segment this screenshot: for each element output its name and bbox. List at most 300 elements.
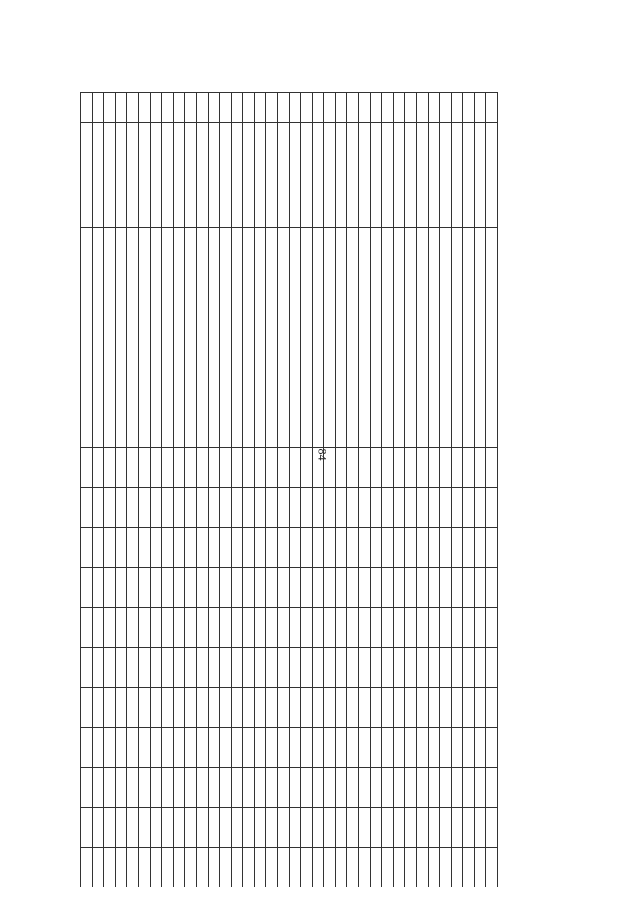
value-cell: [185, 488, 197, 528]
value-cell: [173, 768, 185, 808]
description-cell: [359, 228, 371, 448]
value-cell: [127, 448, 139, 488]
value-cell: [127, 488, 139, 528]
value-cell: [162, 848, 174, 888]
value-cell: [208, 808, 220, 848]
value-cell: [393, 808, 405, 848]
value-cell: [382, 848, 394, 888]
section-name-cell: [463, 123, 475, 228]
section-name-cell: [220, 123, 232, 228]
value-cell: [81, 688, 93, 728]
value-cell: [370, 608, 382, 648]
value-cell: [486, 688, 498, 728]
table-row: [173, 93, 185, 888]
value-cell: [405, 768, 417, 808]
value-cell: [289, 728, 301, 768]
value-cell: [440, 808, 452, 848]
value-cell: [92, 808, 104, 848]
value-cell: [243, 608, 255, 648]
value-cell: [428, 488, 440, 528]
value-cell: [382, 688, 394, 728]
value-cell: [324, 768, 336, 808]
section-name-cell: [440, 123, 452, 228]
value-cell: [81, 808, 93, 848]
value-cell: [405, 848, 417, 888]
value-cell: [416, 808, 428, 848]
value-cell: [312, 768, 324, 808]
value-cell: [173, 568, 185, 608]
value-cell: [486, 608, 498, 648]
row-number-cell: [428, 93, 440, 123]
value-cell: [231, 528, 243, 568]
value-cell: [104, 488, 116, 528]
value-cell: [115, 728, 127, 768]
value-cell: [463, 648, 475, 688]
value-cell: [127, 648, 139, 688]
section-name-cell: [416, 123, 428, 228]
section-name-cell: [451, 123, 463, 228]
value-cell: [474, 688, 486, 728]
section-name-cell: [370, 123, 382, 228]
table-row: [289, 93, 301, 888]
row-number-cell: [359, 93, 371, 123]
value-cell: [486, 808, 498, 848]
table-row: [312, 93, 324, 888]
description-cell: [474, 228, 486, 448]
value-cell: [173, 528, 185, 568]
value-cell: [382, 568, 394, 608]
value-cell: [266, 488, 278, 528]
value-cell: [428, 528, 440, 568]
row-number-cell: [312, 93, 324, 123]
description-cell: [312, 228, 324, 448]
description-cell: [393, 228, 405, 448]
value-cell: [278, 768, 290, 808]
value-cell: [486, 528, 498, 568]
value-cell: [440, 488, 452, 528]
value-cell: [440, 768, 452, 808]
table-row: [208, 93, 220, 888]
value-cell: [231, 808, 243, 848]
value-cell: [289, 848, 301, 888]
value-cell: [289, 808, 301, 848]
table-row: [393, 93, 405, 888]
value-cell: [92, 488, 104, 528]
value-cell: [463, 768, 475, 808]
value-cell: [127, 528, 139, 568]
value-cell: [150, 688, 162, 728]
table-row: [416, 93, 428, 888]
row-number-cell: [254, 93, 266, 123]
value-cell: [324, 848, 336, 888]
section-name-cell: [301, 123, 313, 228]
value-cell: [173, 488, 185, 528]
value-cell: [370, 528, 382, 568]
value-cell: [289, 688, 301, 728]
description-cell: [92, 228, 104, 448]
row-number-cell: [104, 93, 116, 123]
value-cell: [185, 568, 197, 608]
value-cell: [139, 648, 151, 688]
description-cell: [416, 228, 428, 448]
value-cell: [428, 688, 440, 728]
value-cell: [370, 648, 382, 688]
value-cell: [405, 808, 417, 848]
value-cell: [393, 488, 405, 528]
section-name-cell: [359, 123, 371, 228]
value-cell: [312, 688, 324, 728]
value-cell: [440, 608, 452, 648]
table-row: [220, 93, 232, 888]
value-cell: [416, 528, 428, 568]
value-cell: [254, 848, 266, 888]
value-cell: [162, 448, 174, 488]
value-cell: [278, 648, 290, 688]
table-row: [428, 93, 440, 888]
description-cell: [196, 228, 208, 448]
section-name-cell: [243, 123, 255, 228]
table-row: [463, 93, 475, 888]
value-cell: [474, 488, 486, 528]
value-cell: [347, 808, 359, 848]
value-cell: [266, 768, 278, 808]
value-cell: [208, 528, 220, 568]
value-cell: [185, 768, 197, 808]
value-cell: [115, 848, 127, 888]
value-cell: [196, 688, 208, 728]
value-cell: [81, 648, 93, 688]
value-cell: [335, 648, 347, 688]
value-cell: [382, 808, 394, 848]
value-cell: [231, 608, 243, 648]
value-cell: [324, 528, 336, 568]
value-cell: [301, 608, 313, 648]
value-cell: [185, 648, 197, 688]
description-cell: [173, 228, 185, 448]
value-cell: [162, 568, 174, 608]
value-cell: [440, 448, 452, 488]
row-number-cell: [173, 93, 185, 123]
value-cell: [196, 728, 208, 768]
value-cell: [289, 608, 301, 648]
value-cell: [312, 528, 324, 568]
description-cell: [150, 228, 162, 448]
value-cell: [115, 768, 127, 808]
table-row: [370, 93, 382, 888]
value-cell: [347, 568, 359, 608]
value-cell: [335, 488, 347, 528]
table-row: [382, 93, 394, 888]
section-name-cell: [266, 123, 278, 228]
value-cell: [393, 608, 405, 648]
value-cell: [416, 728, 428, 768]
value-cell: [451, 448, 463, 488]
value-cell: [104, 568, 116, 608]
value-cell: [451, 568, 463, 608]
value-cell: [185, 448, 197, 488]
description-cell: [428, 228, 440, 448]
value-cell: [312, 728, 324, 768]
row-number-cell: [301, 93, 313, 123]
value-cell: [312, 808, 324, 848]
value-cell: [370, 488, 382, 528]
value-cell: [220, 528, 232, 568]
value-cell: [81, 768, 93, 808]
value-cell: [243, 688, 255, 728]
value-cell: [347, 448, 359, 488]
value-cell: [139, 848, 151, 888]
value-cell: [370, 728, 382, 768]
section-name-cell: [278, 123, 290, 228]
value-cell: [416, 448, 428, 488]
value-cell: [440, 528, 452, 568]
table-row: [162, 93, 174, 888]
value-cell: [278, 688, 290, 728]
section-name-cell: [162, 123, 174, 228]
value-cell: [347, 488, 359, 528]
description-cell: [208, 228, 220, 448]
section-name-cell: [104, 123, 116, 228]
value-cell: [416, 848, 428, 888]
value-cell: [440, 728, 452, 768]
value-cell: [370, 568, 382, 608]
value-cell: [359, 848, 371, 888]
description-cell: [266, 228, 278, 448]
description-cell: [254, 228, 266, 448]
value-cell: [150, 448, 162, 488]
row-number-cell: [278, 93, 290, 123]
value-cell: [312, 648, 324, 688]
value-cell: [301, 488, 313, 528]
value-cell: [335, 808, 347, 848]
row-number-cell: [266, 93, 278, 123]
value-cell: [312, 448, 324, 488]
value-cell: [359, 808, 371, 848]
value-cell: [301, 568, 313, 608]
value-cell: [220, 848, 232, 888]
value-cell: [208, 688, 220, 728]
value-cell: [393, 728, 405, 768]
section-name-cell: [347, 123, 359, 228]
value-cell: [81, 448, 93, 488]
value-cell: [474, 648, 486, 688]
value-cell: [81, 568, 93, 608]
value-cell: [301, 648, 313, 688]
value-cell: [150, 488, 162, 528]
value-cell: [115, 448, 127, 488]
value-cell: [486, 568, 498, 608]
value-cell: [185, 848, 197, 888]
table-row: [405, 93, 417, 888]
value-cell: [127, 728, 139, 768]
value-cell: [254, 688, 266, 728]
value-cell: [173, 648, 185, 688]
value-cell: [243, 648, 255, 688]
table-row: [139, 93, 151, 888]
value-cell: [231, 448, 243, 488]
value-cell: [324, 648, 336, 688]
table-row: [440, 93, 452, 888]
value-cell: [81, 488, 93, 528]
value-cell: [278, 528, 290, 568]
value-cell: [243, 848, 255, 888]
value-cell: [220, 688, 232, 728]
value-cell: [173, 728, 185, 768]
value-cell: [278, 448, 290, 488]
value-cell: [254, 448, 266, 488]
section-name-cell: [92, 123, 104, 228]
value-cell: [127, 848, 139, 888]
row-number-cell: [243, 93, 255, 123]
value-cell: [451, 848, 463, 888]
value-cell: [92, 688, 104, 728]
value-cell: [382, 488, 394, 528]
row-number-cell: [440, 93, 452, 123]
value-cell: [127, 768, 139, 808]
value-cell: [335, 848, 347, 888]
value-cell: [335, 768, 347, 808]
value-cell: [162, 808, 174, 848]
value-cell: [243, 448, 255, 488]
row-number-cell: [162, 93, 174, 123]
row-number-cell: [208, 93, 220, 123]
value-cell: [220, 768, 232, 808]
value-cell: [301, 848, 313, 888]
value-cell: [162, 768, 174, 808]
table-row: [104, 93, 116, 888]
description-cell: [347, 228, 359, 448]
value-cell: [139, 688, 151, 728]
value-cell: [115, 568, 127, 608]
value-cell: [81, 848, 93, 888]
value-cell: [359, 568, 371, 608]
value-cell: [173, 608, 185, 648]
value-cell: [139, 448, 151, 488]
value-cell: [139, 768, 151, 808]
value-cell: [185, 808, 197, 848]
table-row: [196, 93, 208, 888]
value-cell: [324, 808, 336, 848]
value-cell: [382, 768, 394, 808]
row-number-cell: [416, 93, 428, 123]
value-cell: [370, 808, 382, 848]
value-cell: [162, 528, 174, 568]
value-cell: [208, 568, 220, 608]
value-cell: [382, 648, 394, 688]
row-number-cell: [196, 93, 208, 123]
value-cell: [208, 768, 220, 808]
value-cell: [254, 488, 266, 528]
value-cell: [243, 488, 255, 528]
value-cell: [139, 488, 151, 528]
value-cell: [393, 568, 405, 608]
value-cell: [324, 568, 336, 608]
value-cell: [324, 488, 336, 528]
value-cell: [486, 728, 498, 768]
value-cell: [173, 848, 185, 888]
value-cell: [301, 528, 313, 568]
row-number-cell: [451, 93, 463, 123]
value-cell: [370, 448, 382, 488]
value-cell: [324, 688, 336, 728]
description-cell: [370, 228, 382, 448]
value-cell: [220, 648, 232, 688]
page-number: 84: [315, 448, 330, 461]
value-cell: [104, 688, 116, 728]
value-cell: [289, 448, 301, 488]
value-cell: [243, 568, 255, 608]
value-cell: [359, 608, 371, 648]
value-cell: [451, 768, 463, 808]
description-cell: [289, 228, 301, 448]
value-cell: [463, 608, 475, 648]
value-cell: [440, 848, 452, 888]
row-number-cell: [220, 93, 232, 123]
value-cell: [104, 808, 116, 848]
value-cell: [92, 648, 104, 688]
value-cell: [335, 568, 347, 608]
value-cell: [370, 768, 382, 808]
row-number-cell: [289, 93, 301, 123]
value-cell: [451, 808, 463, 848]
value-cell: [312, 608, 324, 648]
description-cell: [382, 228, 394, 448]
value-cell: [393, 848, 405, 888]
description-cell: [139, 228, 151, 448]
value-cell: [196, 608, 208, 648]
value-cell: [440, 688, 452, 728]
table-row: [231, 93, 243, 888]
value-cell: [428, 728, 440, 768]
value-cell: [196, 528, 208, 568]
value-cell: [359, 728, 371, 768]
value-cell: [382, 608, 394, 648]
value-cell: [289, 528, 301, 568]
row-number-cell: [185, 93, 197, 123]
section-name-cell: [324, 123, 336, 228]
value-cell: [104, 768, 116, 808]
value-cell: [428, 448, 440, 488]
value-cell: [405, 488, 417, 528]
value-cell: [127, 688, 139, 728]
value-cell: [104, 648, 116, 688]
value-cell: [150, 608, 162, 648]
value-cell: [266, 528, 278, 568]
value-cell: [173, 688, 185, 728]
value-cell: [347, 848, 359, 888]
value-cell: [359, 448, 371, 488]
value-cell: [463, 728, 475, 768]
row-number-cell: [335, 93, 347, 123]
value-cell: [208, 728, 220, 768]
row-number-cell: [127, 93, 139, 123]
value-cell: [220, 808, 232, 848]
value-cell: [150, 648, 162, 688]
value-cell: [474, 448, 486, 488]
section-name-cell: [335, 123, 347, 228]
value-cell: [150, 568, 162, 608]
row-number-cell: [324, 93, 336, 123]
value-cell: [92, 728, 104, 768]
table-row: [150, 93, 162, 888]
value-cell: [231, 768, 243, 808]
value-cell: [254, 768, 266, 808]
value-cell: [428, 648, 440, 688]
table-row: [81, 93, 93, 888]
section-name-cell: [405, 123, 417, 228]
value-cell: [474, 528, 486, 568]
table-body: [81, 93, 498, 888]
